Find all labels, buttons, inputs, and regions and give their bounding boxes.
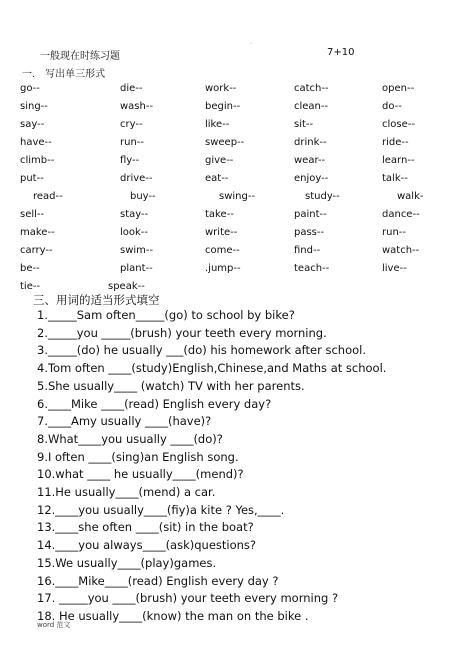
word-cell: go-- [20,83,40,94]
exercise-item: 12.____you usually____(fiy)a kite ? Yes,____. [37,503,285,517]
exercise-item: 7.____Amy usually ____(have)? [37,414,212,428]
header-dot: . [250,39,252,46]
word-cell: come-- [205,245,240,256]
word-cell: fly-- [120,155,140,166]
word-cell: have-- [20,137,52,148]
word-cell: read-- [33,191,63,202]
word-cell: sell-- [20,209,45,220]
word-cell: sweep-- [205,137,245,148]
word-cell: carry-- [20,245,53,256]
word-cell: cry-- [120,119,143,130]
word-cell: enjoy-- [294,173,329,184]
word-cell: take-- [205,209,234,220]
word-cell: put-- [20,173,44,184]
exercise-item: 5.She usually____ (watch) TV with her parents. [37,379,305,393]
page-title: 一般现在时练习题 [40,51,120,62]
word-cell: close-- [382,119,415,130]
word-cell: find-- [294,245,321,256]
exercise-item: 10.what ____ he usually____(mend)? [37,467,244,481]
word-cell: wear-- [294,155,326,166]
exercise-item: 8.What____you usually ____(do)? [37,432,223,446]
word-cell: wash-- [120,101,154,112]
exercise-item: 9.I often ____(sing)an English song. [37,450,239,464]
exercise-item: 15.We usually____(play)games. [37,556,217,570]
exercise-item: 13.____she often ____(sit) in the boat? [37,520,254,534]
word-cell: run-- [120,137,145,148]
word-cell: be-- [20,263,40,274]
word-cell: swing-- [219,191,256,202]
exercise-item: 3._____(do) he usually ___(do) his homework after school. [37,343,366,357]
word-cell: swim-- [120,245,154,256]
word-cell: do-- [382,101,402,112]
word-cell: live-- [382,263,407,274]
word-cell: open-- [382,83,415,94]
word-cell: dance-- [382,209,420,220]
word-cell: catch-- [294,83,329,94]
word-cell: walk- [397,191,424,202]
word-cell: ride-- [382,137,409,148]
page-number: 7+10 [327,47,355,58]
word-cell: say-- [20,119,45,130]
word-cell: learn-- [382,155,415,166]
footer-text: word 范文 [37,621,71,629]
word-cell: work-- [205,83,237,94]
word-cell: clean-- [294,101,329,112]
word-cell: plant-- [120,263,153,274]
word-cell: look-- [120,227,149,238]
exercise-item: 14.____you always____(ask)questions? [37,538,257,552]
word-cell: write-- [205,227,238,238]
exercise-item: 2._____you _____(brush) your teeth every morning. [37,326,327,340]
word-cell: teach-- [294,263,330,274]
exercise-item: 1._____Sam often_____(go) to school by bike? [37,308,295,322]
word-cell: speak-- [108,281,145,292]
word-cell: like-- [205,119,230,130]
word-cell: tie-- [20,281,41,292]
word-cell: make-- [20,227,55,238]
word-cell: run-- [382,227,407,238]
word-cell: climb-- [20,155,55,166]
exercise-item: 4.Tom often ____(study)English,Chinese,and Maths at school. [37,361,387,375]
section3-heading: 三、用词的适当形式填空 [33,293,160,307]
word-cell: begin-- [205,101,241,112]
exercise-item: 17. _____you ____(brush) your teeth every morning ? [37,591,339,605]
exercise-item: 18. He usually____(know) the man on the bike . [37,609,309,623]
word-cell: drive-- [120,173,153,184]
word-cell: sing-- [20,101,48,112]
word-cell: eat-- [205,173,229,184]
word-cell: watch-- [382,245,420,256]
word-cell: talk-- [382,173,408,184]
word-cell: die-- [120,83,143,94]
word-cell: pass-- [294,227,325,238]
word-cell: drink-- [294,137,327,148]
exercise-item: 6.____Mike ____(read) English every day? [37,397,272,411]
exercise-item: 16.____Mike____(read) English every day ? [37,574,279,588]
word-cell: give-- [205,155,234,166]
word-cell: study-- [305,191,340,202]
word-cell: stay-- [120,209,149,220]
word-cell: .jump-- [205,263,241,274]
word-cell: buy-- [130,191,156,202]
word-cell: paint-- [294,209,327,220]
exercise-item: 11.He usually____(mend) a car. [37,485,216,499]
section1-heading: 一． 写出单三形式 [22,69,106,80]
word-cell: sit-- [294,119,314,130]
